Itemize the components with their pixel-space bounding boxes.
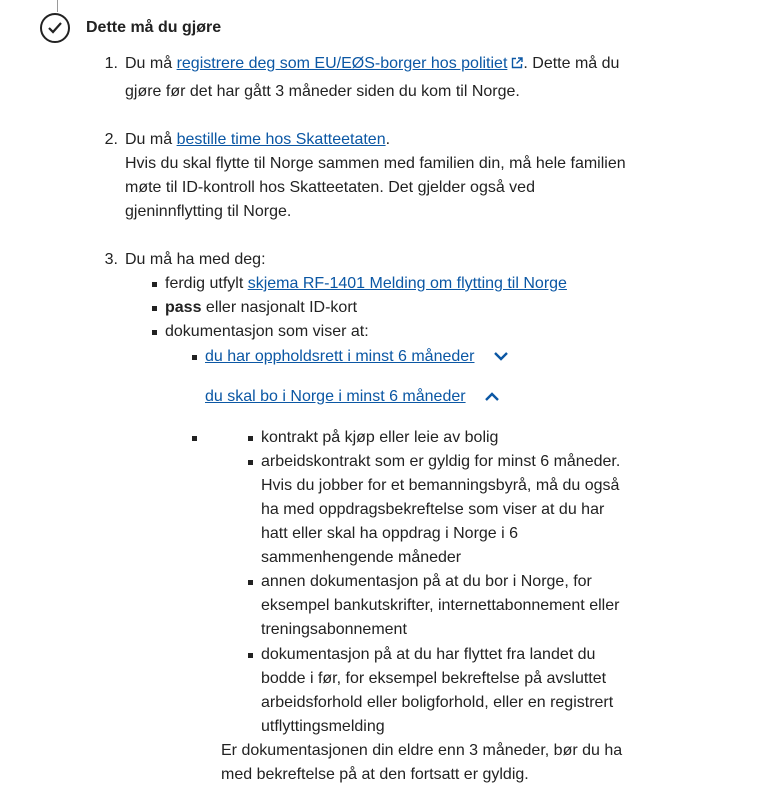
- doc-item-text: utflyttingsmelding: [261, 718, 385, 735]
- list-item: ferdig utfylt skjema RF-1401 Melding om flytting til Norge: [165, 275, 567, 292]
- doc-item-text: Hvis du jobber for et bemanningsbyrå, må du også: [261, 477, 620, 494]
- doc-item: arbeidskontrakt som er gyldig for minst 6 måneder.: [261, 453, 621, 470]
- chevron-down-icon[interactable]: [493, 351, 509, 363]
- doc-item: dokumentasjon på at du har flyttet fra landet du: [261, 646, 596, 663]
- bullet: [248, 436, 253, 441]
- doc-item: annen dokumentasjon på at du bor i Norge, for: [261, 573, 592, 590]
- doc-item-text: bodde i før, for eksempel bekreftelse på avsluttet: [261, 670, 607, 687]
- register-police-link[interactable]: registrere deg som EU/EØS-borger hos politiet: [176, 55, 508, 72]
- step-number: 2.: [104, 131, 118, 148]
- note-text: med bekreftelse på at den fortsatt er gyldig.: [221, 766, 529, 783]
- bullet: [152, 306, 157, 311]
- doc-item-text: ha med oppdragsbekreftelse som viser at du har: [261, 501, 605, 518]
- doc-item-text: treningsabonnement: [261, 621, 407, 638]
- step-1-line: Du må registrere deg som EU/EØS-borger hos politiet . Dette må du: [125, 55, 620, 72]
- step-2-text: Hvis du skal flytte til Norge sammen med familien din, må hele familien: [125, 155, 626, 172]
- step-number: 3.: [104, 251, 118, 268]
- note-text: Er dokumentasjonen din eldre enn 3 måneder, bør du ha: [221, 742, 623, 759]
- expander-live-in-norway[interactable]: du skal bo i Norge i minst 6 måneder: [205, 388, 466, 405]
- bullet: [248, 460, 253, 465]
- bullet: [192, 436, 197, 441]
- doc-item: kontrakt på kjøp eller leie av bolig: [261, 429, 499, 446]
- form-rf1401-link[interactable]: skjema RF-1401 Melding om flytting til Norge: [247, 275, 567, 292]
- step-2-line: Du må bestille time hos Skatteetaten.: [125, 131, 391, 148]
- bullet: [248, 653, 253, 658]
- bullet: [152, 330, 157, 335]
- bullet: [152, 282, 157, 287]
- book-appointment-link[interactable]: bestille time hos Skatteetaten: [176, 131, 386, 148]
- doc-item-text: arbeidsforhold eller boligforhold, eller en registrert: [261, 694, 614, 711]
- bullet: [192, 355, 197, 360]
- step-3-text: Du må ha med deg:: [125, 251, 266, 268]
- expander-residence-right[interactable]: du har oppholdsrett i minst 6 måneder: [205, 348, 475, 365]
- chevron-up-icon[interactable]: [484, 390, 500, 402]
- list-item: pass eller nasjonalt ID-kort: [165, 299, 358, 316]
- doc-item-text: hatt eller skal ha oppdrag i Norge i 6: [261, 525, 519, 542]
- step-number: 1.: [104, 55, 118, 72]
- external-link-icon: [511, 57, 523, 69]
- step-1-text: gjøre før det har gått 3 måneder siden du kom til Norge.: [125, 83, 520, 100]
- step-2-text: gjeninnflytting til Norge.: [125, 203, 292, 220]
- step-2-text: møte til ID-kontroll hos Skatteetaten. Det gjelder også ved: [125, 179, 535, 196]
- doc-item-text: eksempel bankutskrifter, internettabonnement eller: [261, 597, 620, 614]
- doc-item-text: sammenhengende måneder: [261, 549, 462, 566]
- check-circle-icon: [40, 13, 70, 43]
- list-item: dokumentasjon som viser at:: [165, 323, 369, 340]
- bullet: [248, 580, 253, 585]
- section-title: Dette må du gjøre: [86, 19, 222, 36]
- timeline-line: [57, 0, 58, 12]
